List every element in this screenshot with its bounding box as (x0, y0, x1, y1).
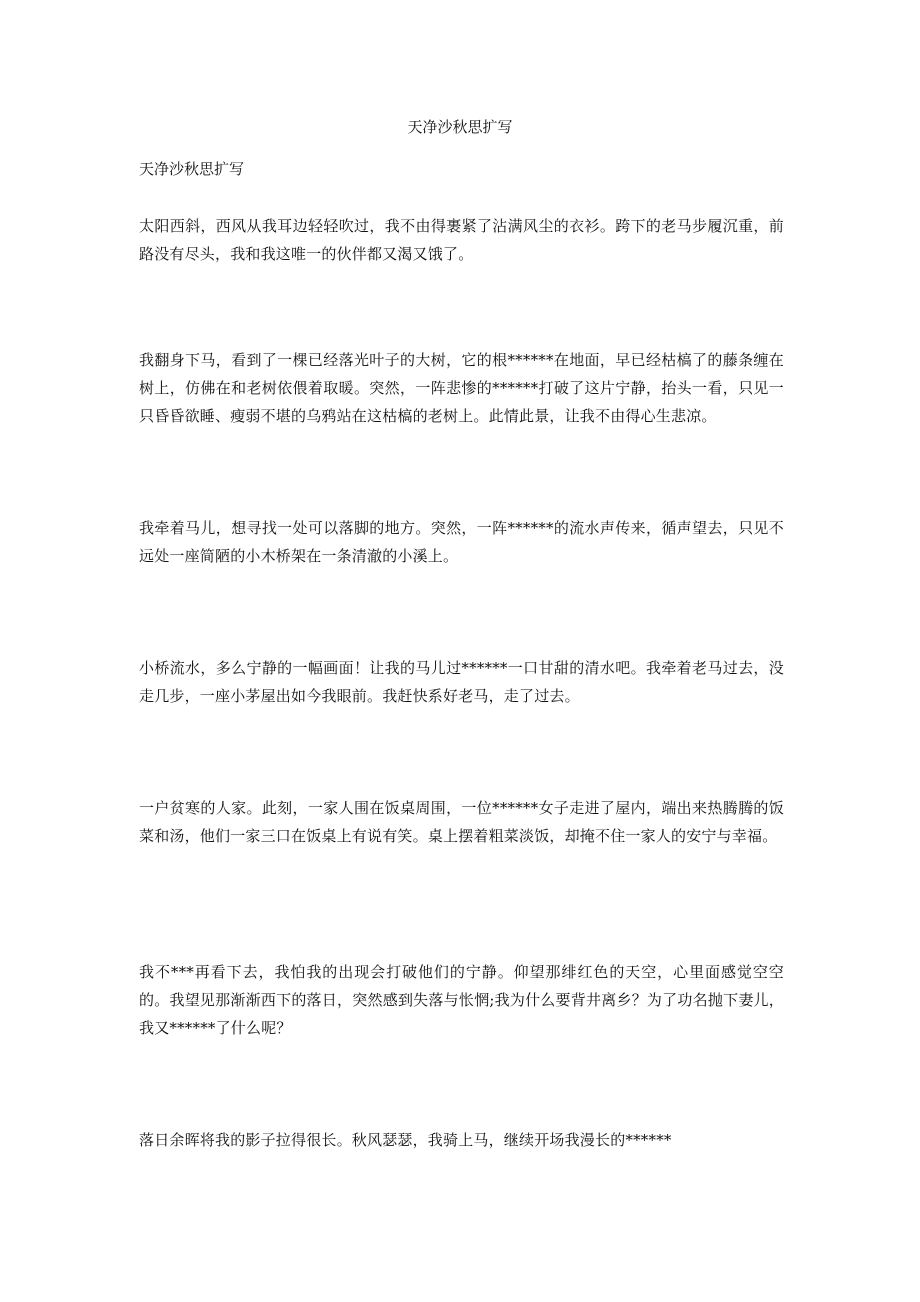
document-subtitle: 天净沙秋思扩写 (139, 160, 245, 178)
paragraph-4: 小桥流水，多么宁静的一幅画面！让我的马儿过******一口甘甜的清水吧。我牵着老马过去，没走几步，一座小茅屋出如今我眼前。我赶快系好老马，走了过去。 (139, 659, 784, 705)
paragraph-3: 我牵着马儿，想寻找一处可以落脚的地方。突然，一阵******的流水声传来，循声望去，只见不远处一座简陋的小木桥架在一条清澈的小溪上。 (139, 519, 784, 565)
paragraph-1: 太阳西斜，西风从我耳边轻轻吹过，我不由得裹紧了沾满风尘的衣衫。跨下的老马步履沉重，前路没有尽头，我和我这唯一的伙伴都又渴又饿了。 (139, 217, 784, 263)
paragraph-6: 我不***再看下去，我怕我的出现会打破他们的宁静。仰望那绯红色的天空，心里面感觉空空的。我望见那渐渐西下的落日，突然感到失落与怅惘;我为什么要背井离乡？为了功名抛下妻儿，我又******了什么呢？ (139, 963, 784, 1037)
document-title: 天净沙秋思扩写 (407, 118, 513, 136)
paragraph-2: 我翻身下马，看到了一棵已经落光叶子的大树，它的根******在地面，早已经枯槁了的藤条缠在树上，仿佛在和老树依偎着取暖。突然，一阵悲惨的******打破了这片宁静，抬头一看，只见一只昏昏欲睡、瘦弱不堪的乌鸦站在这枯槁的老树上。此情此景，让我不由得心生悲凉。 (139, 351, 784, 425)
paragraph-7: 落日余晖将我的影子拉得很长。秋风瑟瑟，我骑上马，继续开场我漫长的****** (139, 1131, 672, 1149)
paragraph-5: 一户贫寒的人家。此刻，一家人围在饭桌周围，一位******女子走进了屋内，端出来热腾腾的饭菜和汤，他们一家三口在饭桌上有说有笑。桌上摆着粗菜淡饭，却掩不住一家人的安宁与幸福。 (139, 799, 784, 845)
